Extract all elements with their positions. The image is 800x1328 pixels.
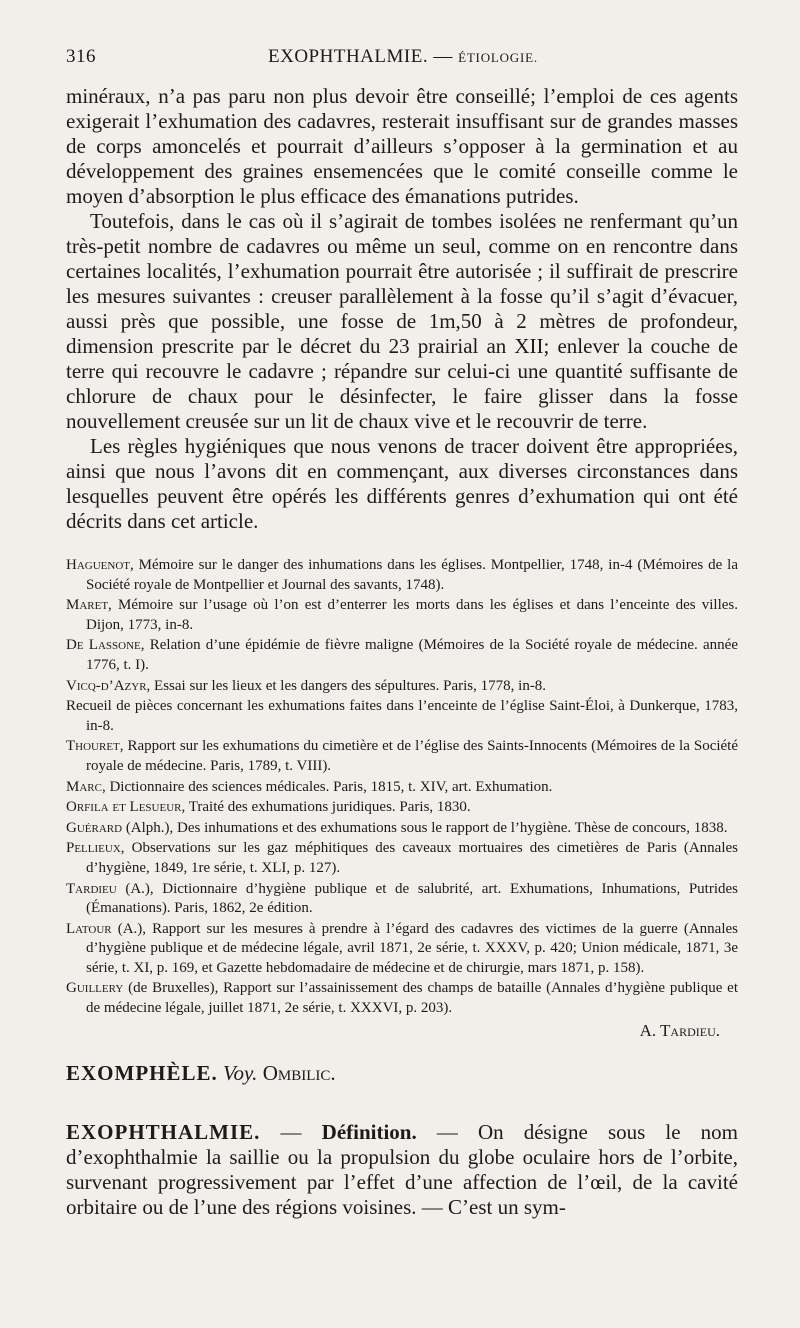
bibliography-entry: De Lassone, Relation d’une épidémie de fièvre maligne (Mémoires de la Société royale de médecine. année 1776, t. I). [66,637,738,673]
running-title [268,46,538,68]
cross-reference: Ombilic. [262,1060,336,1085]
running-head [66,46,738,76]
bibliography [66,556,738,1019]
bibliography-entry: Latour (A.), Rapport sur les mesures à prendre à l’égard des cadavres des victimes de la guerre (Annales d’hygiène publique et de médecine légale, avril 1871, 2e série, t. XXXV, p. 420; Union médicale, 1871, 3e série, t. XI, p. 169, et Gazette hebdomadaire de médecine et de chirurgie, mars 1871, p. 158). [66,920,738,976]
bibliography-entry: Marc, Dictionnaire des sciences médicales. Paris, 1815, t. XIV, art. Exhumation. [66,778,553,795]
page-number: 316 [66,46,96,67]
bibliography-entry: Pellieux, Observations sur les gaz méphitiques des caveaux mortuaires des cimetières de Paris (Annales d’hygiène, 1849, 1re série, t. XLI, p. 127). [66,840,738,876]
paragraph: Les règles hygiéniques que nous venons de tracer doivent être appropriées, ainsi que nous l’avons dit en commençant, aux diverses circonstances dans lesquelles peuvent être opérés les différents genres d’exhumation qui ont été décrits dans cet article. [66,434,738,533]
headword: EXOPHTHALMIE. [66,1119,261,1144]
body-text [66,84,738,534]
definition-text: — On désigne sous le nom d’exophthalmie la saillie ou la propulsion du globe oculaire hors de l’orbite, survenant progressivement par l’effet d’une affection de l’œil, de la cavité orbitaire ou de l’une des régions voisines. — C’est un sym- [66,1119,739,1219]
bibliography-entry: Vicq-d’Azyr, Essai sur les lieux et les dangers des sépultures. Paris, 1778, in-8. [66,677,547,694]
entry-exomphele [66,1061,738,1086]
bibliography-entry: Orfila et Lesueur, Traité des exhumations juridiques. Paris, 1830. [66,799,471,816]
paragraph: minéraux, n’a pas paru non plus devoir être conseillé; l’emploi de ces agents exigerait l’exhumation des cadavres, resterait insuffisant sur de grandes masses de corps amoncelés et pourrait d’ailleurs s’opposer à la germination et au développement des graines ensemencées que le comité conseille comme le moyen d’absorption le plus efficace des émanations putrides. [66,84,738,208]
paragraph: Toutefois, dans le cas où il s’agirait de tombes isolées ne renfermant qu’un très-petit nombre de cadavres ou même un seul, comme on en rencontre dans certaines localités, l’exhumation pourrait être autorisée ; il suffirait de prescrire les mesures suivantes : creuser parallèlement à la fosse qu’il s’agit d’évacuer, aussi près que possible, une fosse de 1m,50 à 2 mètres de profondeur, dimension prescrite par le décret du 23 prairial an XII; enlever la couche de terre qui recouvre le cadavre ; répandre sur celui-ci une quantité suffisante de chlorure de chaux pour le désinfecter, le faire glisser dans la fosse nouvellement creusée sur un lit de chaux vive et le recouvrir de terre. [66,209,738,433]
entry-exophthalmie [66,1120,738,1220]
running-title-dash: — [433,46,453,67]
bibliography-entry: Guillery (de Bruxelles), Rapport sur l’assainissement des champs de bataille (Annales d’hygiène publique et de médecine légale, juillet 1871, 2e série, t. XXXVI, p. 203). [66,980,739,1017]
bibliography-entry: Tardieu (A.), Dictionnaire d’hygiène publique et de salubrité, art. Exhumations, Inhumations, Putrides (Émanations). Paris, 1862, 2e édition. [66,880,739,917]
bibliography-entry: Guérard (Alph.), Des inhumations et des exhumations sous le rapport de l’hygiène. Thèse de concours, 1838. [66,819,728,836]
running-title-section: ÉTIOLOGIE. [458,50,538,65]
running-title-main: EXOPHTHALMIE. [268,46,429,67]
bibliography-entry: Thouret, Rapport sur les exhumations du cimetière et de l’église des Saints-Innocents (Mémoires de la Société royale de médecine. Paris, 1789, t. VIII). [66,738,738,774]
author-signature: A. Tardieu. [639,1020,720,1040]
headword: EXOMPHÈLE. [66,1060,218,1085]
definition-label: Définition. [321,1119,417,1144]
bibliography-entry: Maret, Mémoire sur l’usage où l’on est d’enterrer les morts dans les églises et dans l’enceinte des villes. Dijon, 1773, in-8. [66,597,738,633]
see-also-label: Voy. [223,1060,258,1085]
dash: — [280,1119,302,1144]
bibliography-entry: Recueil de pièces concernant les exhumations faites dans l’enceinte de l’église Saint-Éloi, à Dunkerque, 1783, in-8. [66,698,738,734]
bibliography-entry: Haguenot, Mémoire sur le danger des inhumations dans les églises. Montpellier, 1748, in-4 (Mémoires de la Société royale de Montpellier et Journal des savants, 1748). [66,557,738,593]
